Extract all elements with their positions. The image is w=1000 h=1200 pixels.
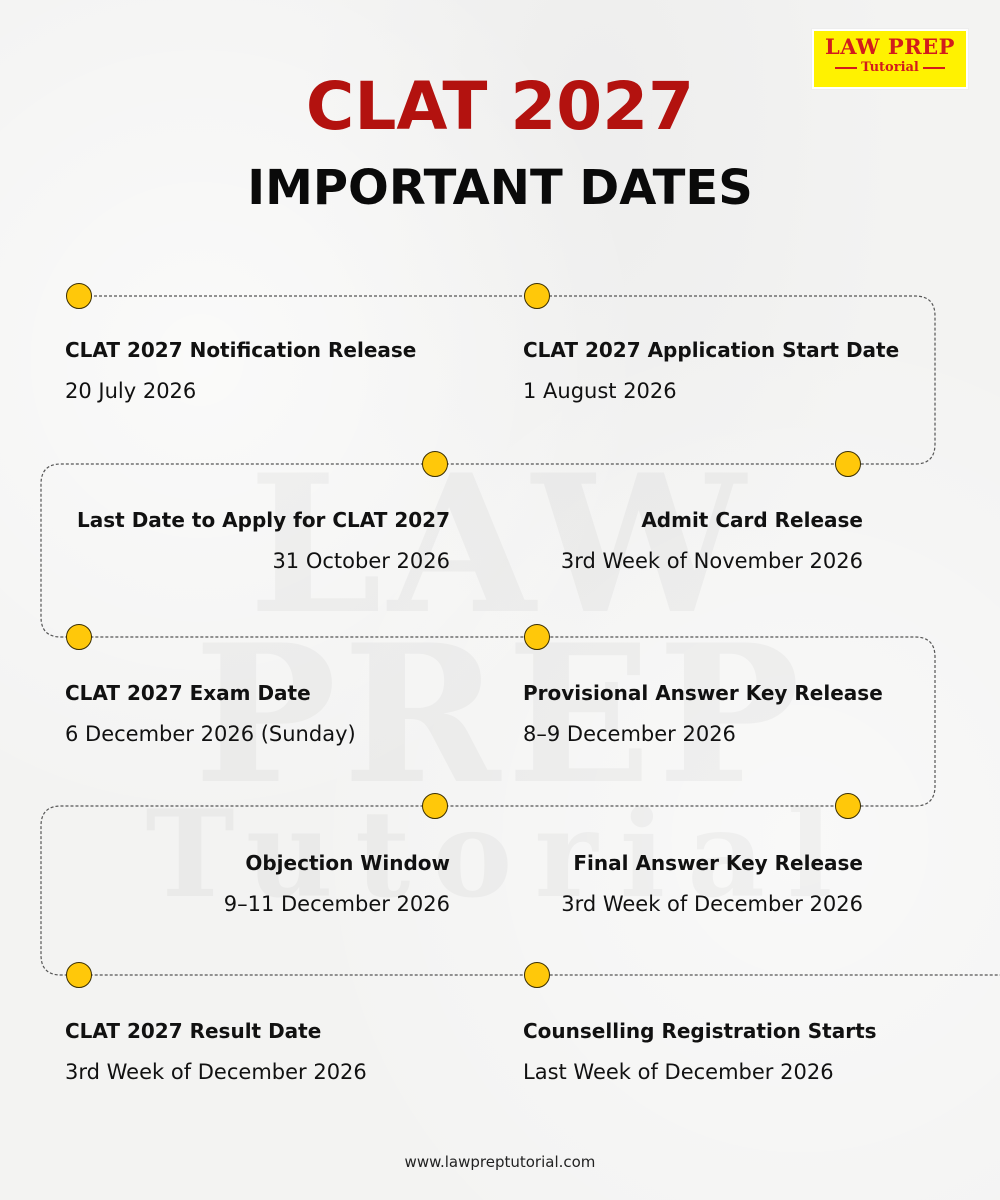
event-date: 9–11 December 2026 xyxy=(223,892,450,916)
event-label: CLAT 2027 Result Date xyxy=(65,1019,322,1043)
event-date: 8–9 December 2026 xyxy=(523,722,736,746)
event-date: 31 October 2026 xyxy=(272,549,450,573)
event-label: CLAT 2027 Notification Release xyxy=(65,338,417,362)
timeline-dot-10 xyxy=(524,962,550,988)
timeline-dot-3 xyxy=(422,451,448,477)
timeline-event-admit-card xyxy=(443,507,863,574)
event-label: Counselling Registration Starts xyxy=(523,1019,877,1043)
logo-line1: LAW PREP xyxy=(825,34,955,59)
event-label: Last Date to Apply for CLAT 2027 xyxy=(77,508,450,532)
event-date: Last Week of December 2026 xyxy=(523,1060,834,1084)
timeline-dot-4 xyxy=(835,451,861,477)
event-label: Provisional Answer Key Release xyxy=(523,681,883,705)
event-label: CLAT 2027 Application Start Date xyxy=(523,338,900,362)
event-label: Admit Card Release xyxy=(641,508,863,532)
event-label: Objection Window xyxy=(245,851,450,875)
timeline-event-counselling xyxy=(523,1018,943,1085)
timeline-event-final-key xyxy=(443,850,863,917)
page-title: CLAT 2027 xyxy=(305,68,695,145)
event-date: 3rd Week of November 2026 xyxy=(560,549,863,573)
timeline-dot-2 xyxy=(524,283,550,309)
logo-line2: Tutorial xyxy=(861,60,919,75)
event-label: CLAT 2027 Exam Date xyxy=(65,681,311,705)
event-date: 3rd Week of December 2026 xyxy=(65,1060,367,1084)
timeline-dot-7 xyxy=(422,793,448,819)
timeline-event-exam-date xyxy=(65,680,485,747)
event-date: 3rd Week of December 2026 xyxy=(561,892,863,916)
timeline-dot-5 xyxy=(66,624,92,650)
website-link[interactable]: www.lawpreptutorial.com xyxy=(404,1153,596,1171)
page-subtitle: IMPORTANT DATES xyxy=(247,160,753,216)
timeline-dot-8 xyxy=(835,793,861,819)
timeline-dot-6 xyxy=(524,624,550,650)
timeline-dot-9 xyxy=(66,962,92,988)
timeline-event-application-start xyxy=(523,337,943,404)
event-date: 6 December 2026 (Sunday) xyxy=(65,722,356,746)
timeline-event-last-date xyxy=(30,507,450,574)
event-date: 20 July 2026 xyxy=(65,379,197,403)
event-date: 1 August 2026 xyxy=(523,379,677,403)
event-label: Final Answer Key Release xyxy=(573,851,863,875)
timeline-dot-1 xyxy=(66,283,92,309)
timeline-event-objection-window xyxy=(30,850,450,917)
timeline-event-result xyxy=(65,1018,485,1085)
timeline-event-notification xyxy=(65,337,485,404)
timeline-event-provisional-key xyxy=(523,680,943,747)
